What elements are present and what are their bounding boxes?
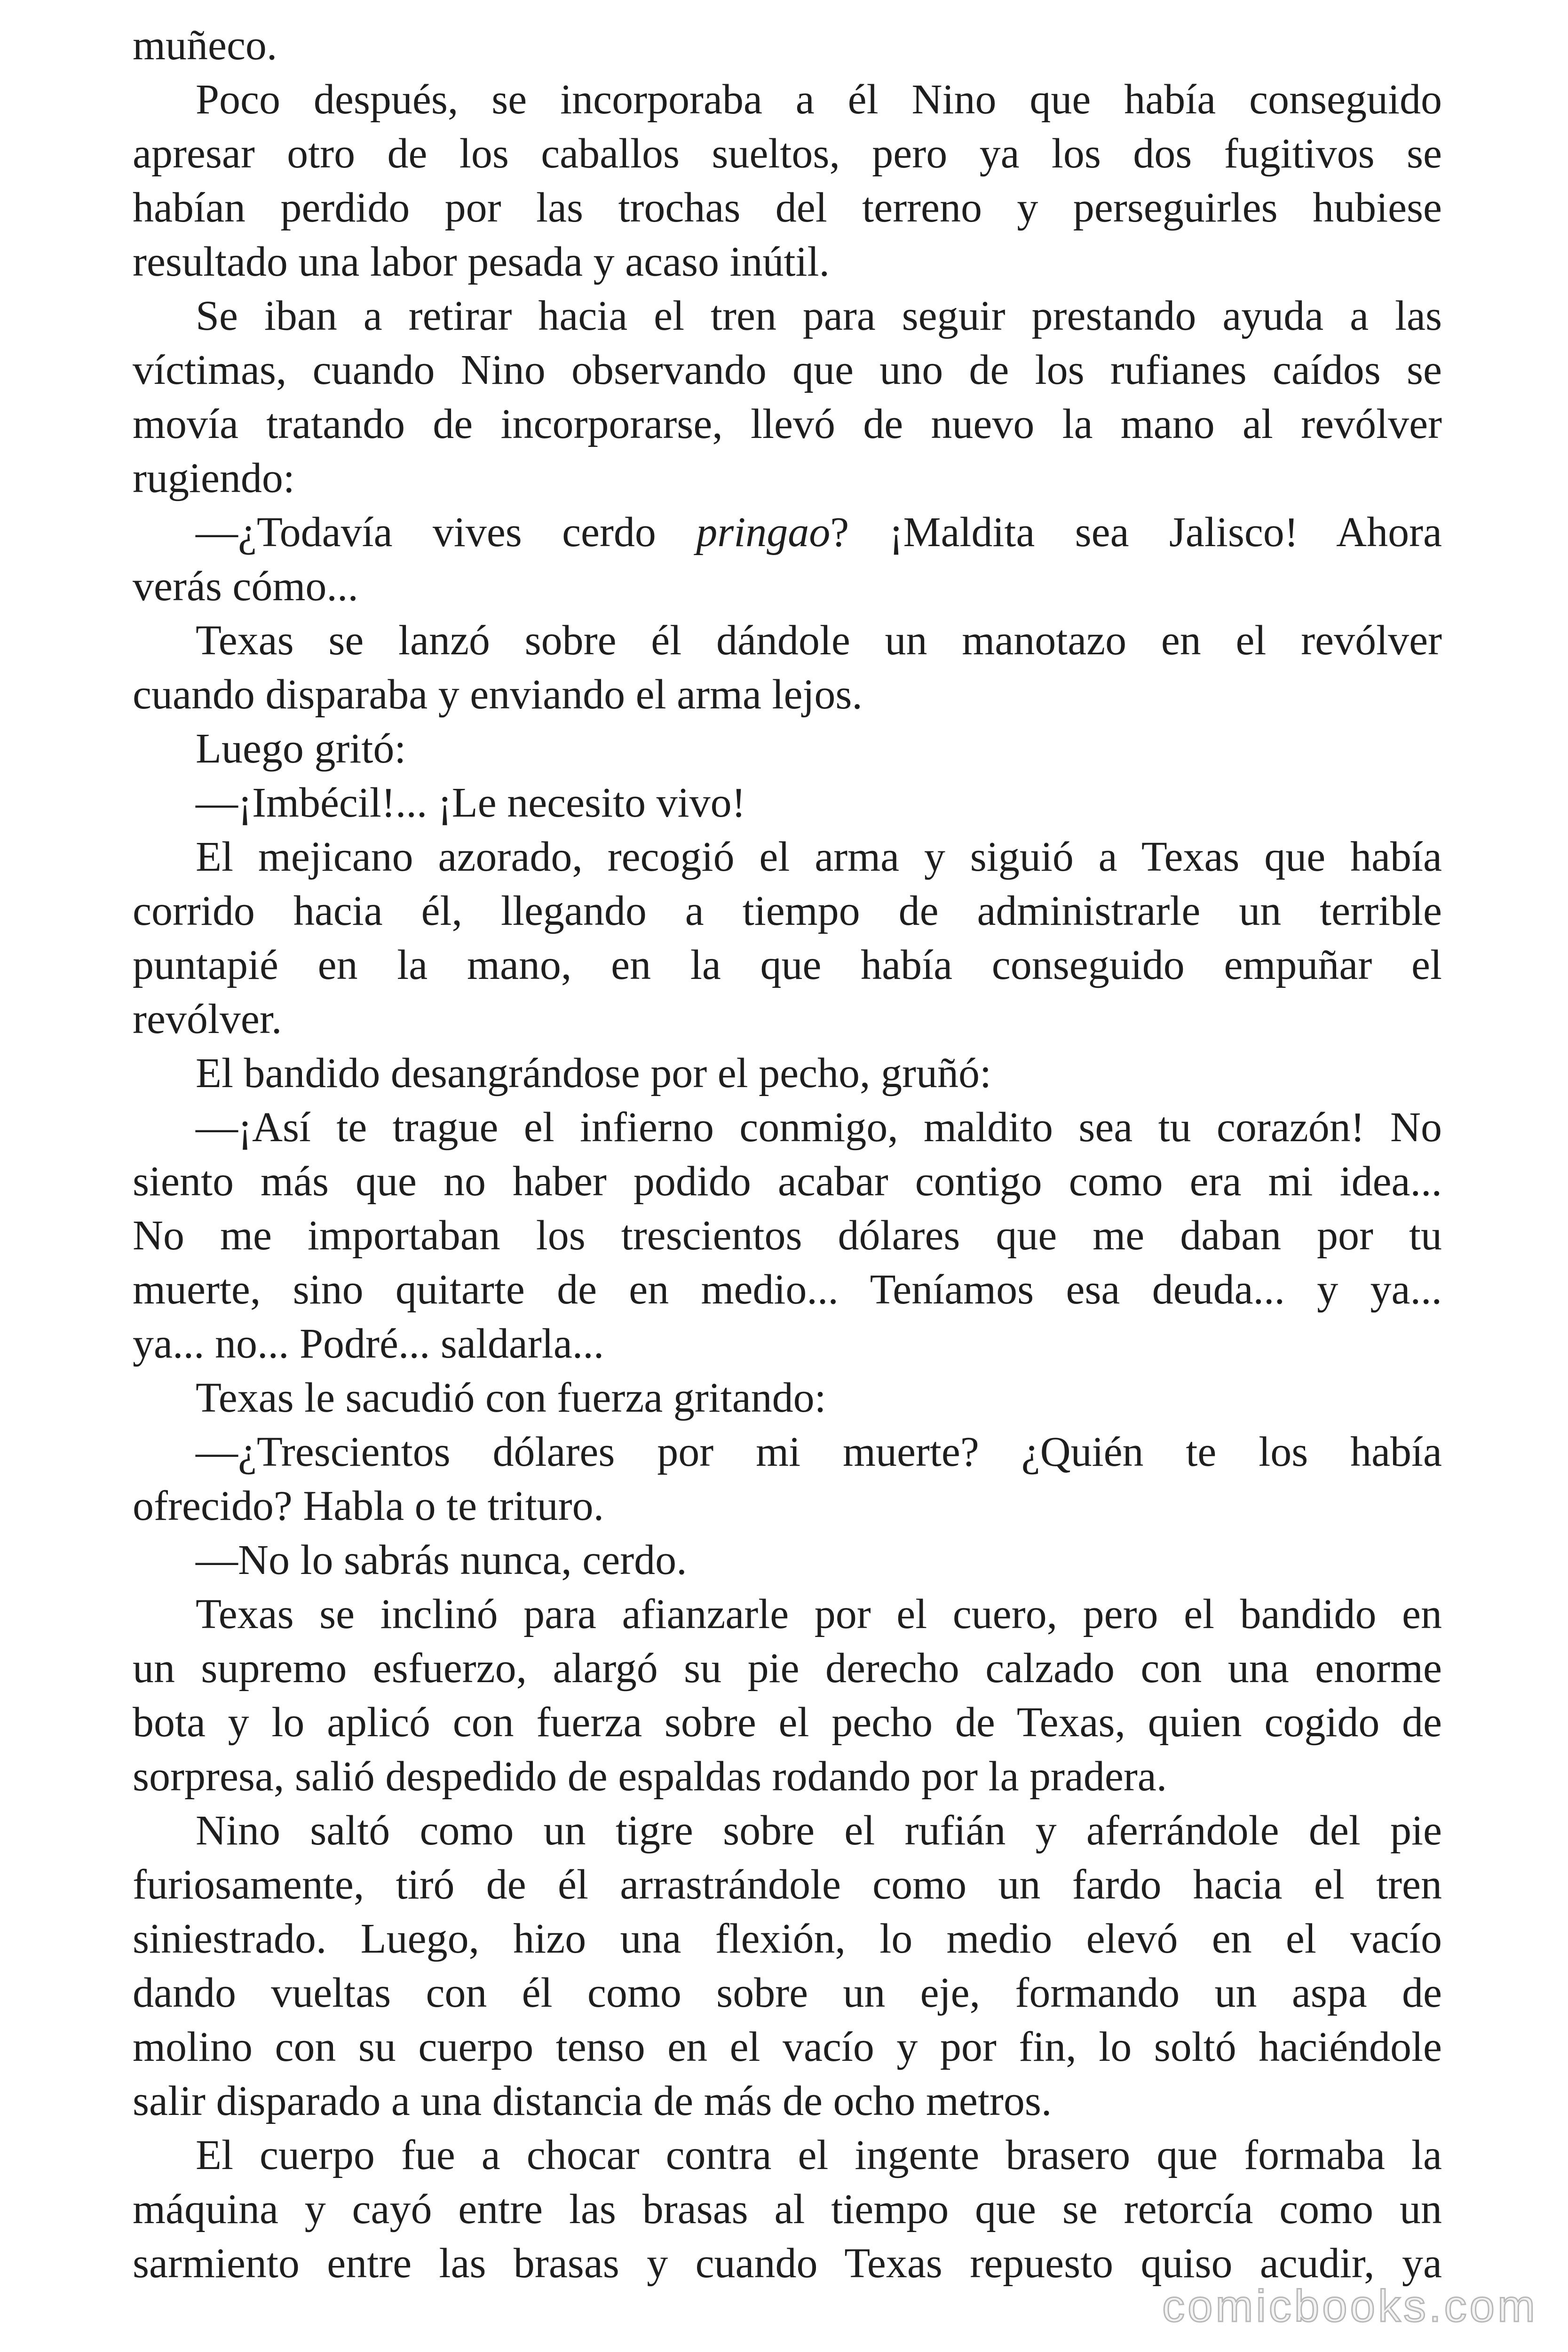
text-line: El cuerpo fue a chocar contra el ingente brasero que formaba la — [196, 2132, 1442, 2178]
text-line: siento más que no haber podido acabar contigo como era mi idea... — [133, 1158, 1442, 1205]
text-line: furiosamente, tiró de él arrastrándole como un fardo hacia el tren — [133, 1861, 1442, 1908]
text-line: salir disparado a una distancia de más de ocho metros. — [133, 2078, 1052, 2124]
text-line: bota y lo aplicó con fuerza sobre el pecho de Texas, quien cogido de — [133, 1699, 1442, 1746]
text-line: cuando disparaba y enviando el arma lejos. — [133, 671, 863, 718]
text-line: Poco después, se incorporaba a él Nino que había conseguido — [196, 76, 1442, 123]
text-line: No me importaban los trescientos dólares que me daban por tu — [133, 1212, 1442, 1259]
watermark-text: comicbooks.com — [1162, 2281, 1538, 2331]
text-line: molino con su cuerpo tenso en el vacío y por fin, lo soltó haciéndole — [133, 2024, 1442, 2070]
text-line: rugiendo: — [133, 455, 295, 501]
text-line: corrido hacia él, llegando a tiempo de administrarle un terrible — [133, 888, 1442, 934]
text-line: puntapié en la mano, en la que había conseguido empuñar el — [133, 942, 1442, 988]
text-line: víctimas, cuando Nino observando que uno de los rufianes caídos se — [133, 347, 1442, 393]
text-line: siniestrado. Luego, hizo una flexión, lo medio elevó en el vacío — [133, 1915, 1442, 1962]
italic-word: pringao — [696, 509, 831, 556]
text-line: Se iban a retirar hacia el tren para seguir prestando ayuda a las — [196, 293, 1442, 339]
text-line: Luego gritó: — [196, 725, 406, 772]
text-line: revólver. — [133, 996, 282, 1042]
text-line: muerte, sino quitarte de en medio... Teníamos esa deuda... y ya... — [133, 1266, 1442, 1313]
text-line: Texas se lanzó sobre él dándole un manotazo en el revólver — [196, 617, 1442, 664]
text-line: resultado una labor pesada y acaso inútil. — [133, 238, 830, 285]
text-line: Nino saltó como un tigre sobre el rufián y aferrándole del pie — [196, 1807, 1442, 1854]
text-line: Texas se inclinó para afianzarle por el cuero, pero el bandido en — [196, 1591, 1442, 1637]
text-line — [133, 505, 1442, 559]
text-segment: ? ¡Maldita sea Jalisco! Ahora — [830, 509, 1442, 556]
text-line: habían perdido por las trochas del terreno y perseguirles hubiese — [133, 184, 1442, 231]
text-line: —No lo sabrás nunca, cerdo. — [196, 1537, 687, 1583]
text-line: —¿Trescientos dólares por mi muerte? ¿Quién te los había — [196, 1429, 1442, 1475]
text-line: El bandido desangrándose por el pecho, gruñó: — [196, 1050, 992, 1097]
text-line: ofrecido? Habla o te trituro. — [133, 1483, 604, 1529]
text-line: máquina y cayó entre las brasas al tiempo que se retorcía como un — [133, 2186, 1442, 2233]
text-line: movía tratando de incorporarse, llevó de nuevo la mano al revólver — [133, 401, 1442, 447]
text-line: dando vueltas con él como sobre un eje, formando un aspa de — [133, 1970, 1442, 2016]
text-line: sorpresa, salió despedido de espaldas rodando por la pradera. — [133, 1753, 1167, 1800]
text-line: —¡Así te trague el infierno conmigo, maldito sea tu corazón! No — [196, 1104, 1442, 1151]
text-line: El mejicano azorado, recogió el arma y siguió a Texas que había — [196, 834, 1442, 880]
text-line: verás cómo... — [133, 563, 358, 610]
text-line: —¡Imbécil!... ¡Le necesito vivo! — [196, 779, 746, 826]
text-line: apresar otro de los caballos sueltos, pero ya los dos fugitivos se — [133, 130, 1442, 177]
text-line: muñeco. — [133, 22, 277, 69]
text-line: ya... no... Podré... saldarla... — [133, 1320, 604, 1367]
text-line: Texas le sacudió con fuerza gritando: — [196, 1375, 826, 1421]
text-line: un supremo esfuerzo, alargó su pie derecho calzado con una enorme — [133, 1645, 1442, 1692]
book-page-text — [133, 18, 1442, 2290]
text-line: sarmiento entre las brasas y cuando Texas repuesto quiso acudir, ya — [133, 2240, 1442, 2287]
text-segment: —¿Todavía vives cerdo — [196, 509, 697, 556]
